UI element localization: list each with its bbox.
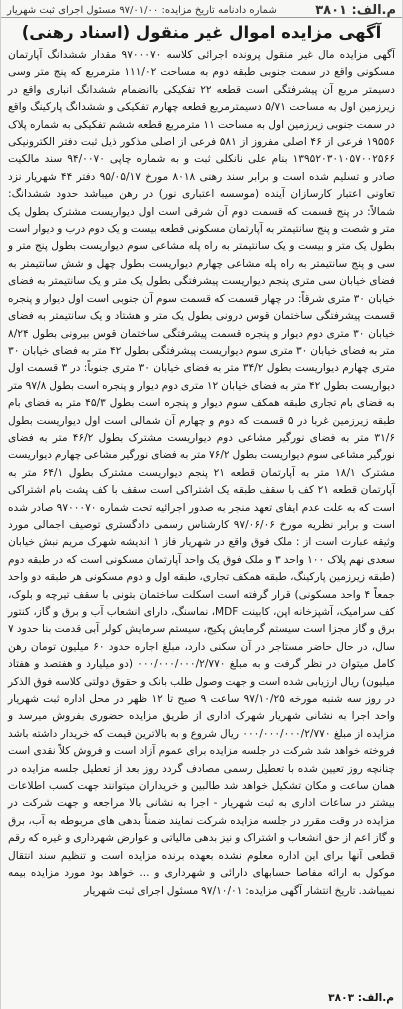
notice-title: آگهی مزایده اموال غیر منقول (اسناد رهنی) (21, 23, 382, 42)
notice-signature-code: م.الف: ۳۸۰۳ (328, 992, 394, 1004)
previous-notice-text: شماره دادنامه تاریخ مزایده: ۹۷/۰۱/۰۰ مسئول اجرای ثبت شهریار (7, 5, 277, 16)
previous-notice-footer (1, 0, 402, 18)
previous-notice-code: م.الف: ۳۸۰۱ (315, 3, 396, 18)
notice-body: آگهی مزایده مال غیر منقول پرونده اجرائی کلاسه ۹۷۰۰۰۷۰ مقدار ششدانگ آپارتمان مسکونی واقع در سمت جنوبی طبقه دوم به مساحت ۱۱۱/۰۲ مترمربع که پنج متر وسی دسیمتر مربع آن پیشرفتگی است قطعه ۲۲ تفکیکی باانضمام ششدانگ انباری واقع در زیرزمین اول به مساحت ۵/۷۱ دسیمترمربع قطعه چهارم تفکیکی و ششدانگ پارکینگ واقع در سمت جنوبی زیرزمین اول به مساحت ۱۱ مترمربع قطعه ششم تفکیکی به شماره پلاک ۱۹۵۵۶ فرعی از ۴۶ اصلی مفروز از ۵۸۱ فرعی از اصلی مذکور ذیل ثبت دفتر الکترونیکی ۱۳۹۵۲۰۳۰۱۰۵۷۰۰۲۵۶۶ بنام علی نانکلی ثبت و به شماره چاپی ۹۴/۰۰۷۰ سند مالکیت صادر و تسلیم شده است و برابر سند رهنی ۸۰۱۸ مورخ ۹۵/۰۵/۱۷ دفتر ۴۴ شهریار نزد تعاونی اعتبار کارسازان آینده (موسسه اعتباری نور) در رهن میباشد حدود ششدانگ: شمالاً: در پنج قسمت که قسمت دوم آن شرقی است اول دیواریست مشترک بطول یک متر و شصت و پنج سانتیمتر به آپارتمان مسکونی قطعه بیست و یک دوم درب و دیوار است بطول یک متر و بیست و یک سانتیمتر به راه پله مشاعی سوم دیواریست بطول پنج متر و سی و پنج سانتیمتر به راه پله مشاعی چهارم دیواریست بطول چهل و شش سانتیمتر به فضای خیابان سی متری پنجم دیواریست پیشرفتگی بطول یک متر و یک سانتیمتر به فضای خیابان ۳۰ متری شرقاً: در چهار قسمت که قسمت سوم آن جنوبی است اول دیوار و پنجره قسمت پیشرفتگی ساختمان قوس درونی بطول یک متر و هشتاد و یک سانتیمتر به فضای خیابان ۳۰ متری دوم دیوار و پنجره قسمت پیشرفتگی ساختمان قوس بیرونی بطول ۸/۲۴ متر به فضای خیابان ۳۰ متری سوم دیواریست پیشرفتگی بطول ۴۲ متر به فضای خیابان ۳۰ متری چهارم دیواریست بطول ۳۴/۲ متر به فضای خیابان ۳۰ متری جنوباً: در ۳ قسمت اول دیواریست بطول ۴۲ متر به فضای خیابان ۱۲ متری دوم دیوار و پنجره است بطول ۹۷/۸ متر به فضای بام تجاری طبقه همکف سوم دیوار و پنجره است بطول ۴۵/۳ متر به فضای بام طبقه زیرزمین غربا در ۵ قسمت که دوم و چهارم آن شمالی است اول دیواریست بطول ۳۱/۶ متر به فضای نورگیر مشاعی دوم دیواریست مشترک بطول ۴۶/۲ متر به فضای نورگیر مشاعی سوم دیواریست بطول ۷۶/۲ متر به فضای نورگیر مشاعی چهارم دیواریست مشترک ۱۸/۱ متر به آپارتمان قطعه ۲۱ پنجم دیواریست مشترک بطول ۶۴/۱ متر به آپارتمان قطعه ۲۱ کف با سقف طبقه یک اشتراکی است سقف با کف پشت بام اشتراکی است که به علت عدم ایفای تعهد منجر به صدور اجرائیه تحت شماره ۹۷۰۰۰۷۰ صادر شده است و برابر نظریه مورخ ۹۷/۰۶/۰۶ کارشناس رسمی دادگستری توصیف اجمالی مورد وثیقه عبارت است از : ملک فوق واقع در شهریار فاز ۱ اندیشه شهرک مریم نبش خیابان سعدی نهم پلاک ۱۰۰ واحد ۳ و ملک فوق یک واحد آپارتمان مسکونی است که در طبقه دوم (طبقه زیرزمین پارکینگ، طبقه همکف تجاری، طبقه اول و دوم مسکونی هر طبقه دو واحد جمعاً ۴ واحد مسکونی) قرار گرفته است اسکلت ساختمان بتونی با سقف تیرچه و بلوک، کف سرامیک، آشپزخانه اپن، کابینت MDF، نماسنگ، دارای انشعاب آب و برق و گاز، کنتور برق و گاز مجزا است سیستم گرمایش پکیج، سیستم سرمایش کولر آبی قدمت بنا حدود ۷ سال، در حال حاضر مستاجر در آن سکنی دارد، مبلغ اجاره حدود ۶۰ میلیون تومان رهن کامل میتوان در نظر گرفت و به مبلغ ۰۰۰/۰۰۰/۰۰۰/۲/۷۷۰ (دو میلیارد و هفتصد و هفتاد میلیون) ریال ارزیابی شده است و جهت وصول طلب بانک و حقوق دولتی کلاسه فوق الذکر در روز سه شنبه مورخه ۹۷/۱۰/۲۵ ساعت ۹ صبح تا ۱۲ ظهر در محل اداره ثبت شهریار واحد اجرا به نشانی شهریار شهرک اداری از طریق مزایده حضوری بفروش میرسد و مزایده از مبلغ ۰۰۰/۰۰۰/۰۰۰/۲/۷۷۰ ریال شروع و به بالاترین قیمت که خریدار داشته باشد فروخته خواهد شد شرکت در جلسه مزایده برای عموم آزاد است و فروش کلاً نقدی است چنانچه روز تعیین شده با تعطیل رسمی مصادف گردد روز بعد از تعطیل جلسه مزایده در همان ساعت و مکان تشکیل خواهد شد طالبین و خریداران میتوانند جهت کسب اطلاعات بیشتر در ساعات اداری به ثبت شهریار - اجرا به نشانی بالا مراجعه و جهت شرکت در مزایده در وقت مقرر در جلسه مزایده شرکت نمایند ضمناً بدهی های مربوطه به آب، برق و گاز اعم از حق انشعاب و اشتراک و نیز بدهی مالیاتی و عوارض شهرداری و غیره که رقم قطعی آنها برای این اداره معلوم نشده بعهده برنده مزایده است و تنظیم سند انتقال موکول به ارائه مفاصا حسابهای دارائی و شهرداری و ... خواهد بود مورد مزایده بیمه نمیباشد. تاریخ انتشار آگهی مزایده: ۹۷/۱۰/۰۱ مسئول اجرای ثبت شهریار (8, 49, 396, 897)
